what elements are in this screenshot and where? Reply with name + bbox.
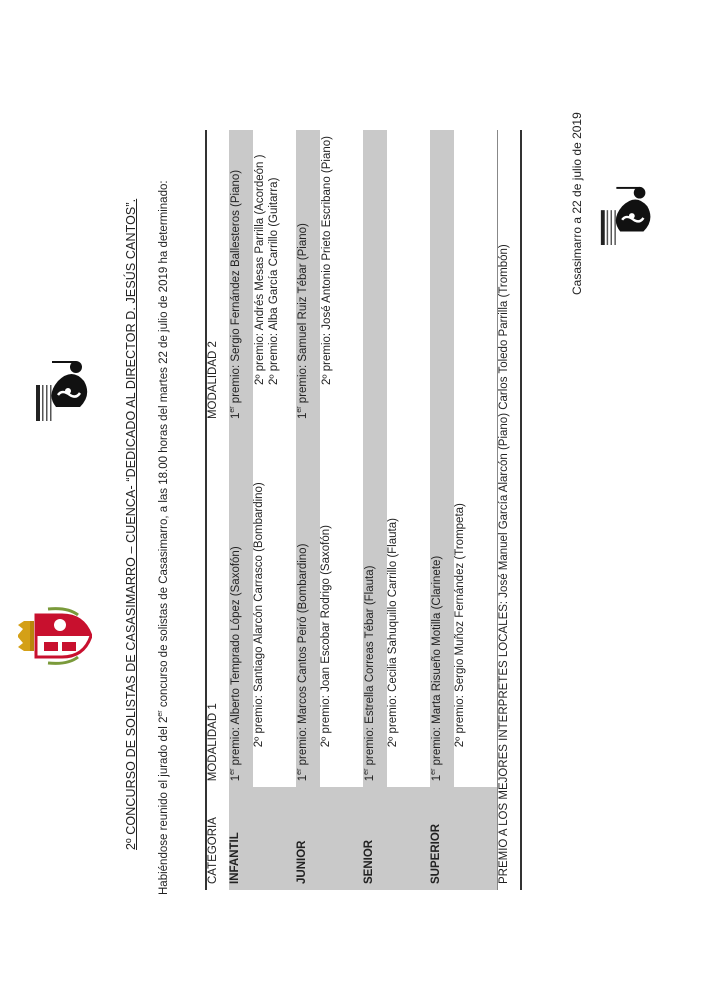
table-row [320, 130, 363, 890]
first-prize-mod2-empty [430, 130, 454, 425]
intro-paragraph [157, 55, 170, 895]
second-prize-mod2-empty [387, 130, 430, 425]
intro-superscript: er [157, 710, 164, 717]
music-school-logo [597, 180, 657, 250]
music-school-logo [32, 355, 94, 425]
results-table [205, 130, 522, 890]
document-title: 2º CONCURSO DE SOLISTAS DE CASASIMARRO – CUENCA- “DEDICADO AL DIRECTOR D. JESÚS CANTOS”. [124, 198, 138, 850]
table-row [387, 130, 430, 890]
header-category: CATEGORIA [206, 787, 229, 890]
first-prize-mod1: 1er premio: Marta Risueño Motilla (Clarinete) [430, 425, 454, 787]
category-senior: SENIOR [363, 787, 430, 890]
second-prize-mod1: 2º premio: Santiago Alarcón Carrasco (Bombardino) [253, 425, 296, 787]
table-header-row [206, 130, 229, 890]
second-prize-mod2: 2º premio: José Antonio Prieto Escribano (Piano) [320, 130, 363, 425]
first-prize-mod1: 1er premio: Estrella Correas Tébar (Flauta) [363, 425, 387, 787]
second-prize-mod2: 2º premio: Andrés Mesas Parrilla (Acordeón ) 2º premio: Alba García Carrillo (Guitarra) [253, 130, 296, 425]
second-prize-mod1: 2º premio: Cecilia Sahuquillo Carrillo (Flauta) [387, 425, 430, 787]
table-row [454, 130, 498, 890]
table-row [296, 130, 320, 890]
town-shield-logo [18, 607, 92, 665]
category-superior: SUPERIOR [430, 787, 498, 890]
category-junior: JUNIOR [296, 787, 363, 890]
first-prize-mod1: 1er premio: Alberto Temprado López (Saxofón) [229, 425, 253, 787]
table-row [229, 130, 253, 890]
header-modality-2: MODALIDAD 2 [206, 130, 229, 425]
intro-text-start: Habiéndose reunido el jurado del 2 [157, 716, 170, 895]
second-prize-mod2-empty [454, 130, 498, 425]
category-infantil: INFANTIL [229, 787, 296, 890]
second-prize-mod1: 2º premio: Joan Escobar Rodrigo (Saxofón) [320, 425, 363, 787]
second-prize-mod1: 2º premio: Sergio Muñoz Fernández (Trompeta) [454, 425, 498, 787]
table-row [363, 130, 387, 890]
intro-text-end: concurso de solistas de Casasimarro, a las 18.00 horas del martes 22 de julio de 2019 ha determinado: [157, 180, 170, 711]
local-award-row [498, 130, 522, 890]
local-award-text: PREMIO A LOS MEJORES INTERPRETES LOCALES: José Manuel García Alarcón (Piano) Carlos Toledo Parrilla (Trombón) [498, 130, 522, 890]
first-prize-mod2: 1er premio: Samuel Ruiz Tébar (Piano) [296, 130, 320, 425]
first-prize-mod1: 1er premio: Marcos Cantos Peiró (Bombardino) [296, 425, 320, 787]
signature-date: Casasimarro a 22 de julio de 2019 [570, 112, 584, 295]
first-prize-mod2: 1er premio: Sergio Fernández Ballesteros (Piano) [229, 130, 253, 425]
header-modality-1: MODALIDAD 1 [206, 425, 229, 787]
table-row [430, 130, 454, 890]
table-row [253, 130, 296, 890]
first-prize-mod2-empty [363, 130, 387, 425]
